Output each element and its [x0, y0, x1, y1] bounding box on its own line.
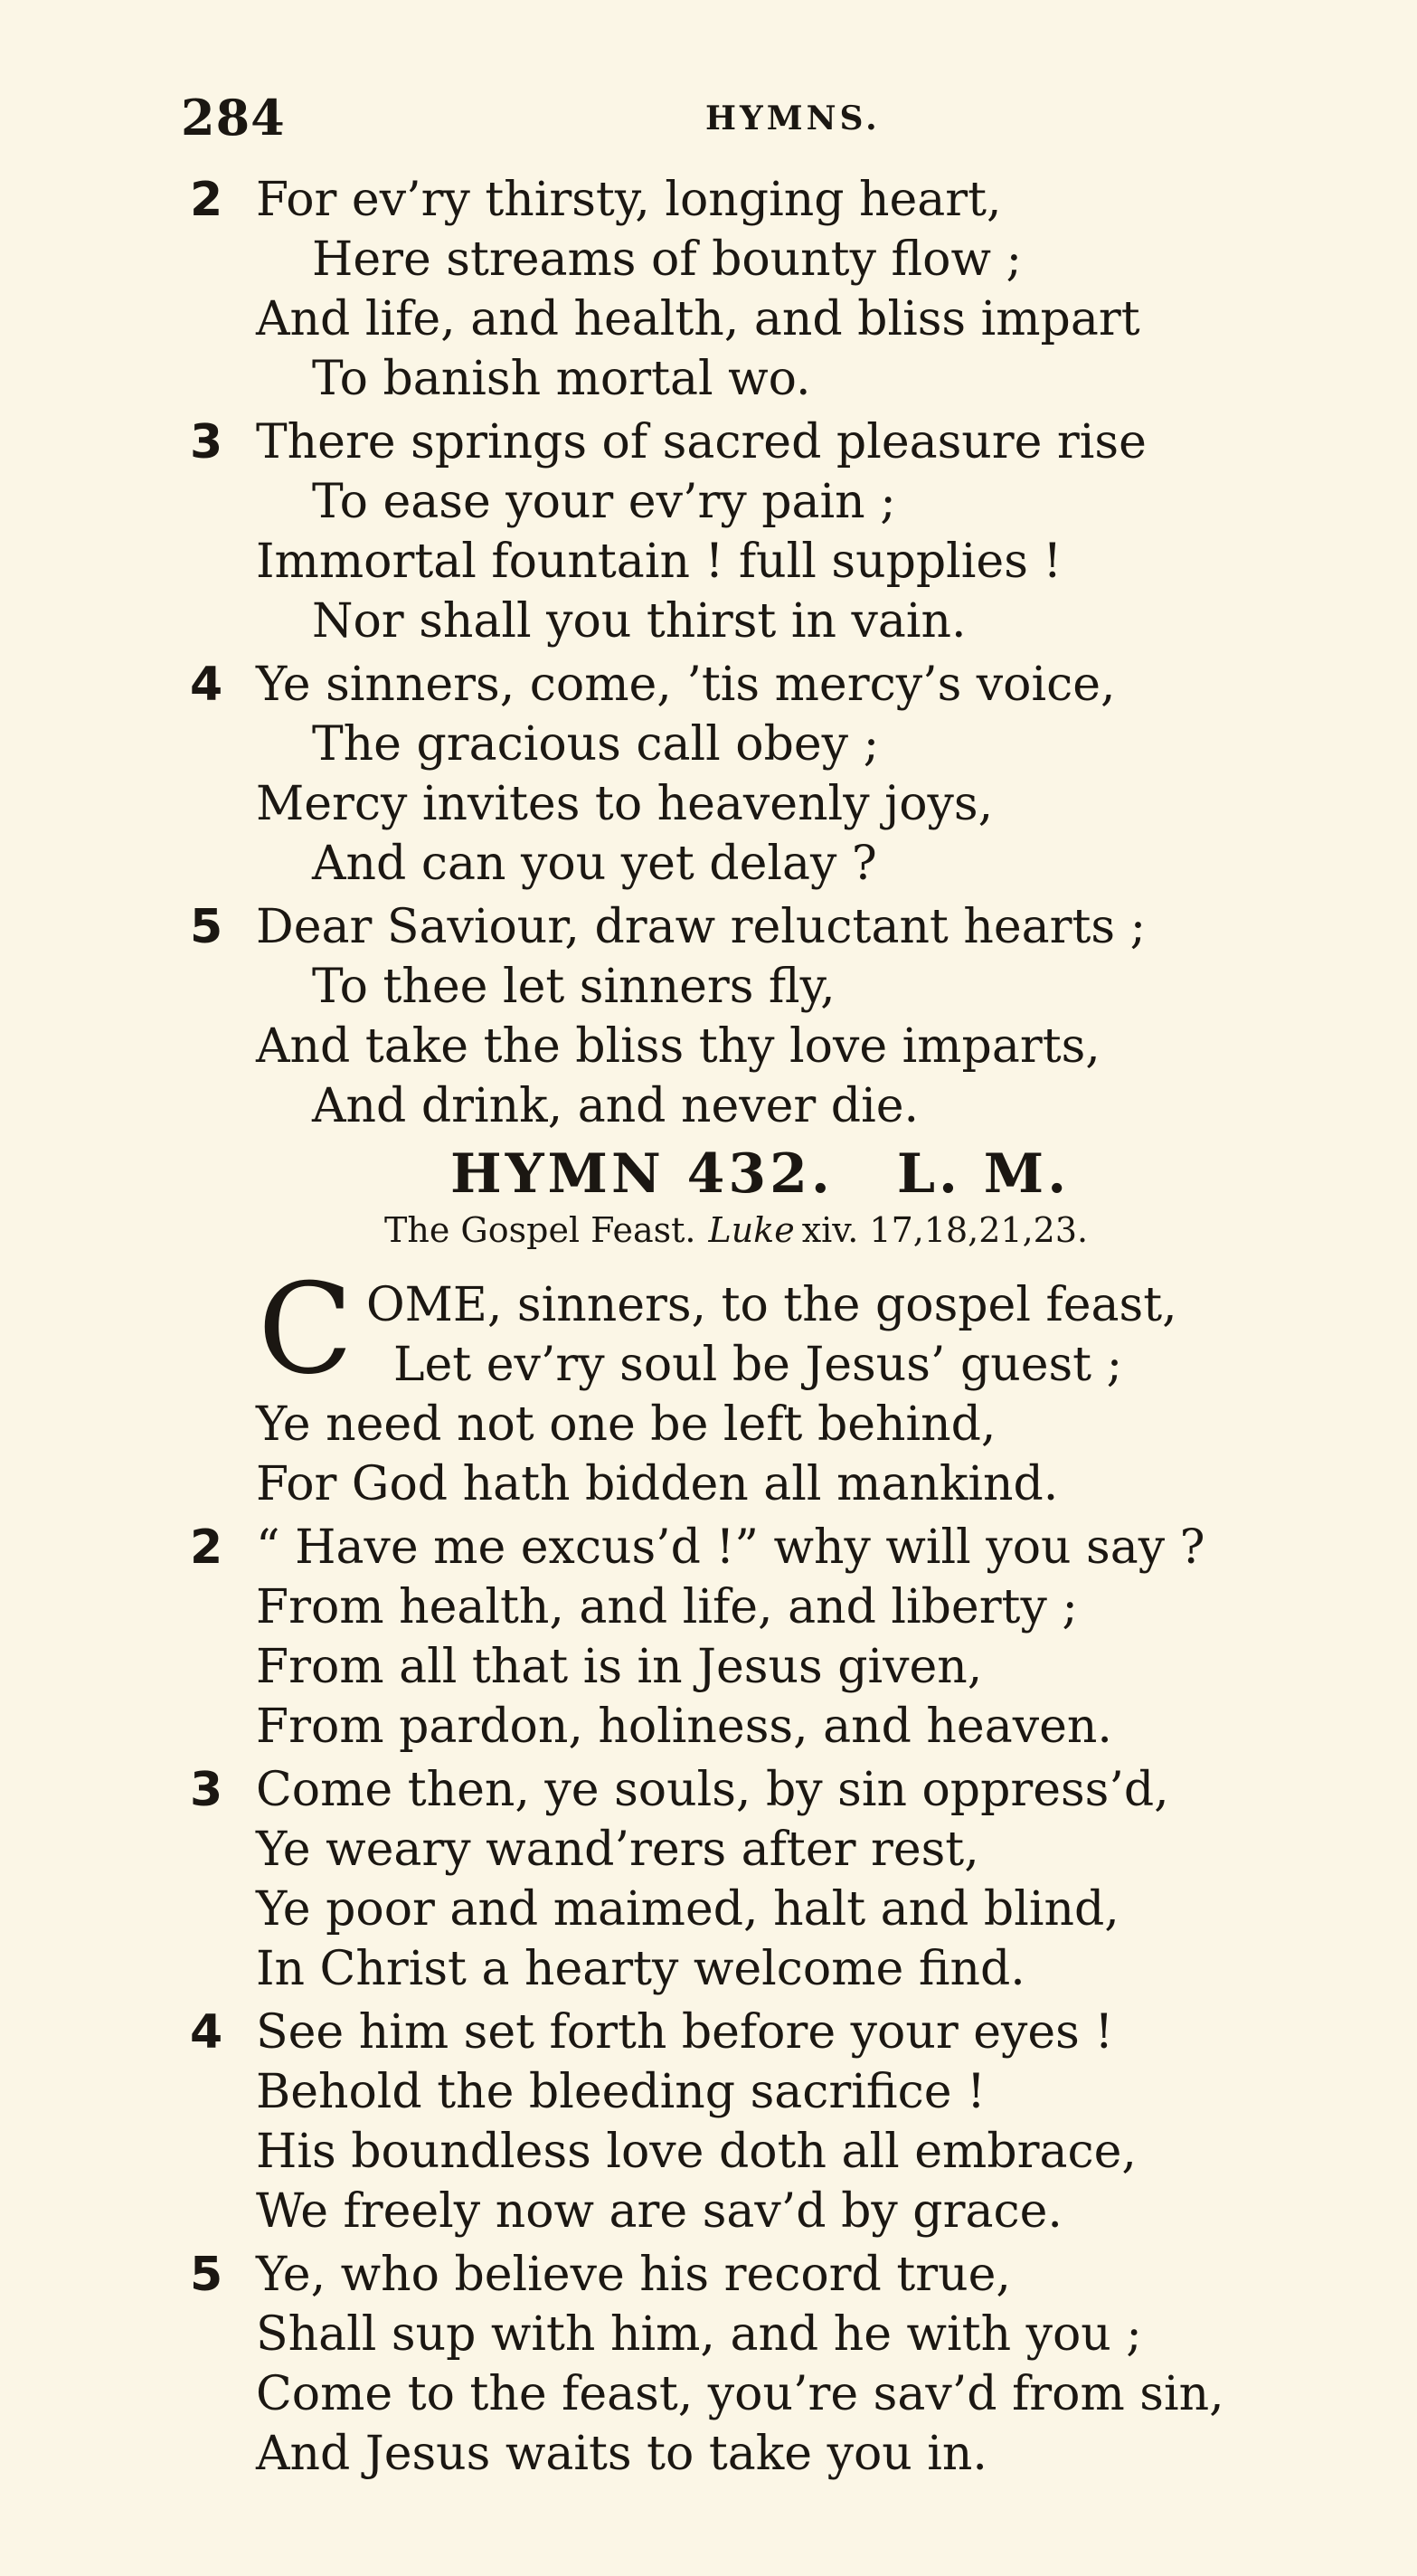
verse-line: And life, and health, and bliss impart [256, 292, 1140, 346]
stanza-number: 3 [190, 415, 223, 469]
verse-line: And can you yet delay ? [312, 837, 877, 891]
verse-line: The gracious call obey ; [312, 717, 880, 772]
verse-line: His boundless love doth all embrace, [256, 2125, 1137, 2179]
page-header [181, 89, 1356, 152]
verse-line: Come then, ye souls, by sin oppress’d, [256, 1763, 1169, 1817]
verse-line: And Jesus waits to take you in. [256, 2427, 987, 2481]
verse-line: From health, and life, and liberty ; [256, 1580, 1078, 1634]
subtitle-reference: xiv. 17,18,21,23. [801, 1210, 1089, 1250]
verse-line: Ye sinners, come, ’tis mercy’s voice, [256, 658, 1116, 712]
verse-line: In Christ a hearty welcome find. [256, 1942, 1025, 1996]
verse-line: To banish mortal wo. [312, 352, 811, 406]
verse-line: Let ev’ry soul be Jesus’ guest ; [393, 1338, 1123, 1392]
verse-line: Behold the bleeding sacrifice ! [256, 2065, 986, 2119]
stanza-number: 5 [190, 2248, 223, 2302]
verse-line: OME, sinners, to the gospel feast, [366, 1278, 1177, 1332]
verse-line: For God hath bidden all mankind. [256, 1457, 1059, 1511]
verse-line: Shall sup with him, and he with you ; [256, 2307, 1142, 2362]
verse-line: “ Have me excus’d !” why will you say ? [256, 1520, 1205, 1575]
verse-line: We freely now are sav’d by grace. [256, 2184, 1063, 2239]
verse-line: And take the bliss thy love imparts, [256, 1019, 1101, 1074]
verse-line: Dear Saviour, draw reluctant hearts ; [256, 900, 1147, 954]
stanza-number: 4 [190, 2005, 223, 2060]
verse-line: And drink, and never die. [312, 1079, 920, 1133]
verse-line: Nor shall you thirst in vain. [312, 594, 967, 649]
subtitle-text: The Gospel Feast. [384, 1210, 696, 1250]
stanza-number: 5 [190, 900, 223, 954]
stanza-number: 4 [190, 658, 223, 712]
verse-line: Here streams of bounty flow ; [312, 232, 1023, 287]
verse-line: Ye, who believe his record true, [256, 2248, 1011, 2302]
verse-line: See him set forth before your eyes ! [256, 2005, 1114, 2060]
drop-cap: C [258, 1256, 354, 1402]
hymn-title [450, 1142, 1070, 1206]
verse-line: There springs of sacred pleasure rise [256, 415, 1147, 469]
verse-line: From all that is in Jesus given, [256, 1640, 983, 1694]
verse-line: Ye need not one be left behind, [256, 1397, 997, 1452]
verse-line: Come to the feast, you’re sav’d from sin, [256, 2367, 1224, 2421]
verse-line: Ye weary wand’rers after rest, [256, 1823, 979, 1877]
verse-line: Ye poor and maimed, halt and blind, [256, 1882, 1119, 1937]
verse-line: From pardon, holiness, and heaven. [256, 1700, 1112, 1754]
hymn-meter: L. M. [896, 1142, 1071, 1206]
page-number: 284 [181, 89, 286, 147]
verse-line: Immortal fountain ! full supplies ! [256, 535, 1063, 589]
hymn-subtitle [384, 1210, 1088, 1250]
hymn-number: HYMN 432. [450, 1142, 834, 1206]
verse-line: To ease your ev’ry pain ; [312, 475, 896, 529]
stanza-number: 3 [190, 1763, 223, 1817]
subtitle-book: Luke [708, 1210, 795, 1250]
verse-line: Mercy invites to heavenly joys, [256, 777, 994, 831]
verse-line: For ev’ry thirsty, longing heart, [256, 173, 1002, 227]
verse-line: To thee let sinners fly, [312, 960, 836, 1014]
stanza-number: 2 [190, 173, 223, 227]
stanza-number: 2 [190, 1520, 223, 1575]
running-head: HYMNS. [705, 99, 881, 137]
